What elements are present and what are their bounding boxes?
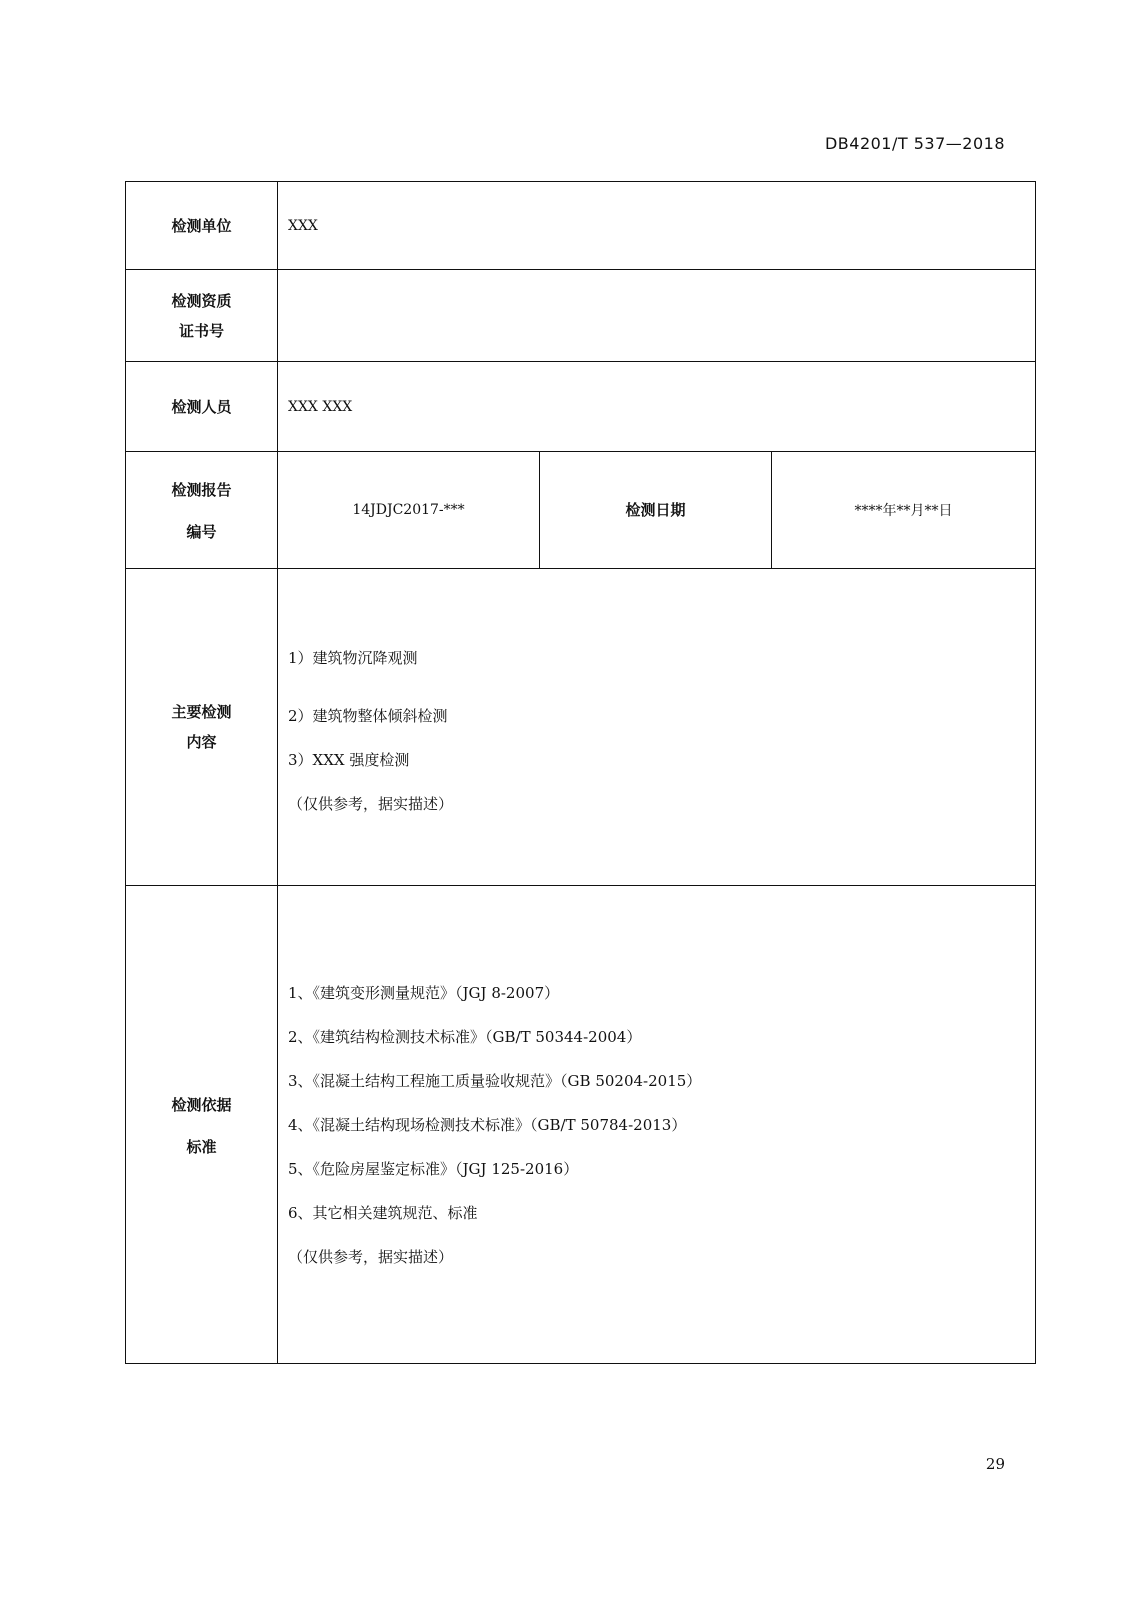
main-content-label — [126, 569, 278, 886]
report-number-value: 14JDJC2017-*** — [278, 452, 540, 569]
report-number-label-line1: 检测报告 — [171, 481, 232, 499]
qualification-label-line1: 检测资质 — [171, 291, 232, 310]
inspection-form-table — [125, 181, 1036, 1364]
standards-note: （仅供参考，据实描述） — [288, 1247, 454, 1266]
qualification-label-line2: 证书号 — [178, 321, 224, 340]
unit-value: XXX — [278, 182, 1036, 270]
inspection-date-value: ****年**月**日 — [772, 452, 1036, 569]
standard-item: 1、《建筑变形测量规范》（JGJ 8-2007） — [288, 983, 560, 1002]
standard-item: 2、《建筑结构检测技术标准》（GB/T 50344-2004） — [288, 1027, 642, 1046]
row-unit — [126, 182, 1036, 270]
main-content-label-line1: 主要检测 — [171, 703, 232, 721]
row-personnel — [126, 362, 1036, 452]
standard-item: 5、《危险房屋鉴定标准》（JGJ 125-2016） — [288, 1159, 579, 1178]
standards-value — [278, 886, 1036, 1364]
row-qualification — [126, 270, 1036, 362]
document-code: DB4201/T 537—2018 — [824, 134, 1005, 153]
content-item: 1）建筑物沉降观测 — [288, 649, 418, 667]
content-note: （仅供参考，据实描述） — [288, 795, 454, 813]
row-standards — [126, 886, 1036, 1364]
standards-label-line2: 标准 — [186, 1137, 217, 1156]
personnel-value: XXX XXX — [278, 362, 1036, 452]
standards-label — [126, 886, 278, 1364]
page-number: 29 — [985, 1455, 1005, 1473]
standard-item: 3、《混凝土结构工程施工质量验收规范》（GB 50204-2015） — [288, 1071, 702, 1090]
main-content-label-line2: 内容 — [186, 733, 217, 751]
row-report — [126, 452, 1036, 569]
inspection-date-label: 检测日期 — [540, 452, 772, 569]
qualification-label — [126, 270, 278, 362]
personnel-label: 检测人员 — [126, 362, 278, 452]
main-content-value — [278, 569, 1036, 886]
report-number-label-line2: 编号 — [186, 523, 217, 541]
standard-item: 4、《混凝土结构现场检测技术标准》（GB/T 50784-2013） — [288, 1115, 687, 1134]
unit-label: 检测单位 — [126, 182, 278, 270]
qualification-value — [278, 270, 1036, 362]
content-item: 3）XXX 强度检测 — [288, 751, 410, 769]
report-number-label — [126, 452, 278, 569]
standard-item: 6、其它相关建筑规范、标准 — [288, 1203, 478, 1222]
row-main-content — [126, 569, 1036, 886]
standards-label-line1: 检测依据 — [171, 1095, 232, 1114]
content-item: 2）建筑物整体倾斜检测 — [288, 707, 448, 725]
